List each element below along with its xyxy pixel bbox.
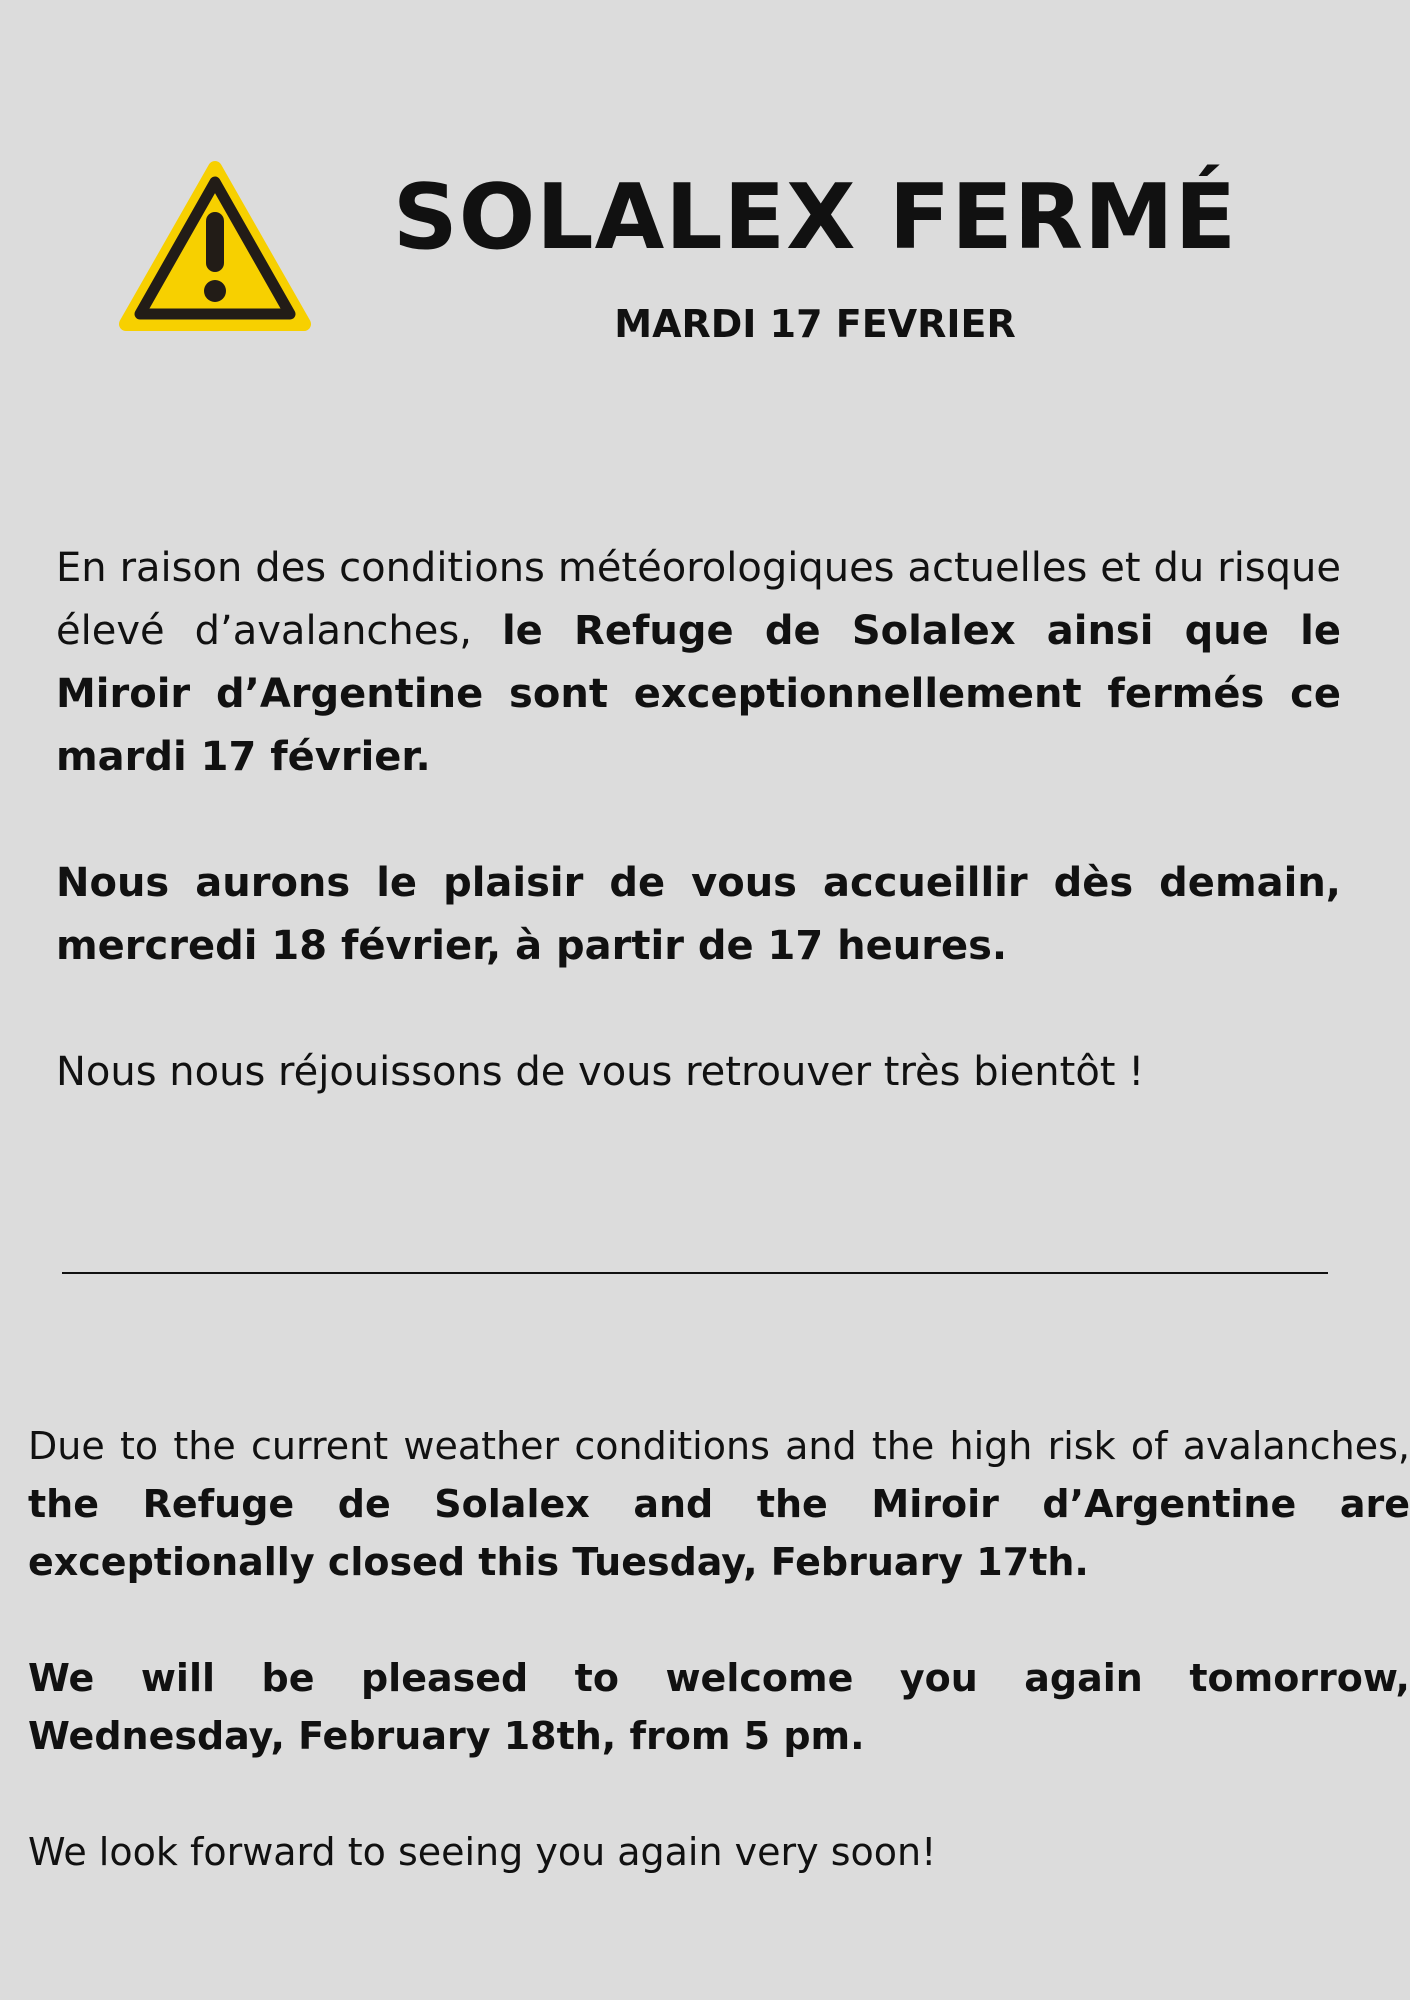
date-subtitle: MARDI 17 FEVRIER: [614, 302, 1016, 346]
english-notice: [28, 1417, 1410, 1881]
english-closure-statement: the Refuge de Solalex and the Miroir d’Argentine are exceptionally closed this Tuesday, February 17th.: [28, 1482, 1410, 1584]
french-notice: [56, 537, 1341, 1104]
section-divider: [62, 1272, 1328, 1274]
english-paragraph-closure: [28, 1417, 1410, 1591]
page-title: SOLALEX FERMÉ: [392, 165, 1238, 270]
french-closure-reason: En raison des conditions météorologiques actuelles et du risque élevé d’avalanches,: [56, 545, 1341, 654]
english-reopening-statement: We will be pleased to welcome you again tomorrow, Wednesday, February 18th, from 5 pm.: [28, 1656, 1410, 1758]
french-paragraph-reopening: [56, 852, 1341, 978]
warning-icon: [118, 160, 312, 335]
english-closure-reason: Due to the current weather conditions and the high risk of avalanches,: [28, 1424, 1410, 1468]
french-paragraph-closure: [56, 537, 1341, 789]
french-closure-statement: le Refuge de Solalex ainsi que le Miroir d’Argentine sont exceptionnellement fermés ce mardi 17 février.: [56, 608, 1341, 780]
english-paragraph-reopening: [28, 1649, 1410, 1765]
french-paragraph-closing: [56, 1041, 1341, 1104]
english-closing-line: We look forward to seeing you again very soon!: [28, 1830, 937, 1874]
english-paragraph-closing: [28, 1823, 1410, 1881]
french-reopening-statement: Nous aurons le plaisir de vous accueillir dès demain, mercredi 18 février, à partir de 17 heures.: [56, 860, 1341, 969]
french-closing-line: Nous nous réjouissons de vous retrouver très bientôt !: [56, 1049, 1145, 1095]
